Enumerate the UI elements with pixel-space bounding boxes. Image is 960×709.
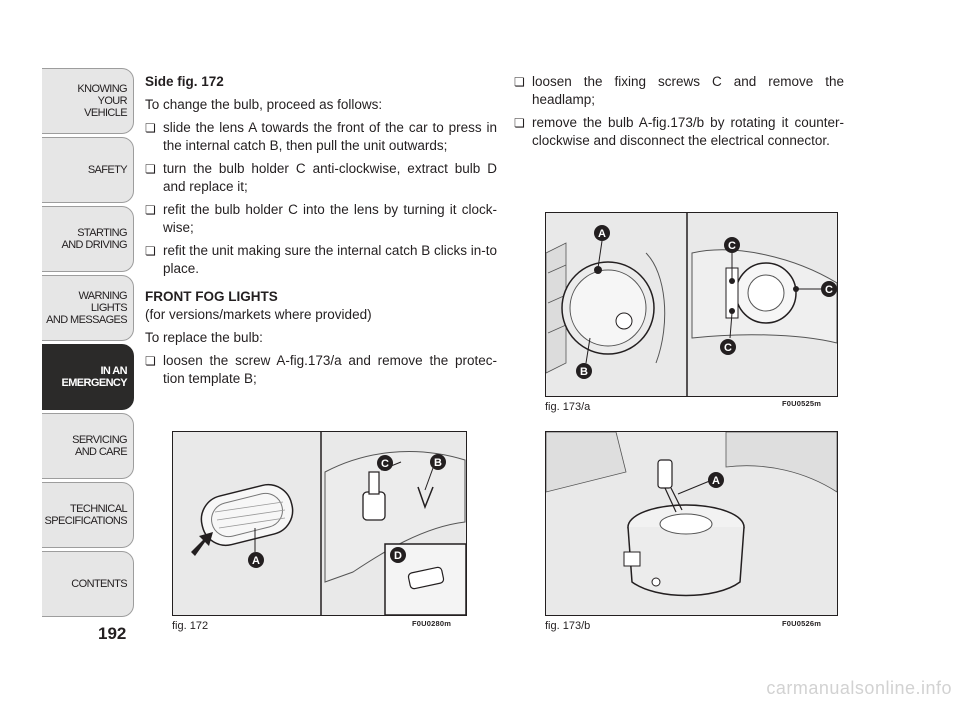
tab-knowing-your-vehicle[interactable] [42, 68, 134, 134]
tab-servicing-and-care[interactable] [42, 413, 134, 479]
tab-label: WARNING LIGHTS AND MESSAGES [46, 290, 127, 326]
step-item: ❏ refit the unit making sure the internal catch B clicks in-to place. [145, 242, 497, 278]
callout-label: C [825, 284, 833, 296]
text-column-left [145, 73, 497, 393]
fog-lights-note: (for versions/markets where provided) [145, 307, 372, 322]
section-heading: Side fig. 172 [145, 74, 224, 89]
fog-lights-heading: FRONT FOG LIGHTS [145, 289, 278, 304]
callout-label: D [394, 550, 402, 562]
step-item: ❏ loosen the screw A-fig.173/a and remove the protec-tion template B; [145, 352, 497, 388]
tab-label: SERVICING AND CARE [72, 434, 127, 458]
step-item: ❏ turn the bulb holder C anti-clockwise, extract bulb D and replace it; [145, 160, 497, 196]
step-item: ❏ remove the bulb A-fig.173/b by rotating it counter-clockwise and disconnect the electrical connector. [514, 114, 844, 150]
tab-label: IN AN EMERGENCY [61, 365, 127, 389]
callout-label: C [728, 240, 736, 252]
callout-label: A [712, 475, 720, 487]
figure-caption: fig. 172 [172, 620, 209, 632]
text-column-right [514, 73, 844, 155]
figure-code: F0U0525m [782, 399, 822, 408]
tab-label: STARTING AND DRIVING [61, 227, 127, 251]
tab-label: CONTENTS [71, 578, 127, 590]
callout-label: C [724, 342, 732, 354]
callout-label: A [252, 555, 260, 567]
callout-label: B [580, 366, 588, 378]
callout-label: B [434, 457, 442, 469]
figure-172 [172, 431, 467, 616]
chapter-tabs [42, 68, 134, 620]
side-light-illustration [173, 432, 466, 615]
tab-safety[interactable] [42, 137, 134, 203]
tab-label: SAFETY [87, 164, 127, 176]
tab-starting-and-driving[interactable] [42, 206, 134, 272]
watermark: carmanualsonline.info [766, 678, 952, 698]
tab-warning-lights[interactable] [42, 275, 134, 341]
figure-caption: fig. 173/b [545, 620, 591, 632]
fog-intro-text: To replace the bulb: [145, 330, 263, 345]
fog-light-front-illustration [546, 213, 837, 396]
page-number: 192 [98, 624, 127, 643]
tab-in-an-emergency[interactable] [42, 344, 134, 410]
figure-173a [545, 212, 838, 397]
callout-label: A [598, 228, 606, 240]
intro-text: To change the bulb, proceed as follows: [145, 97, 383, 112]
tab-label: TECHNICAL SPECIFICATIONS [44, 503, 127, 527]
callout-label: C [381, 458, 389, 470]
fog-light-bulb-illustration [546, 432, 837, 615]
step-item: ❏ loosen the fixing screws C and remove the headlamp; [514, 73, 844, 109]
tab-contents[interactable] [42, 551, 134, 617]
tab-technical-specifications[interactable] [42, 482, 134, 548]
figure-173b [545, 431, 838, 616]
tab-label: KNOWING YOUR VEHICLE [77, 83, 127, 119]
step-item: ❏ slide the lens A towards the front of the car to press in the internal catch B, then pull the unit outwards; [145, 119, 497, 155]
step-item: ❏ refit the bulb holder C into the lens by turning it clock-wise; [145, 201, 497, 237]
figure-caption: fig. 173/a [545, 401, 591, 413]
figure-code: F0U0280m [412, 619, 452, 628]
figure-code: F0U0526m [782, 619, 822, 628]
